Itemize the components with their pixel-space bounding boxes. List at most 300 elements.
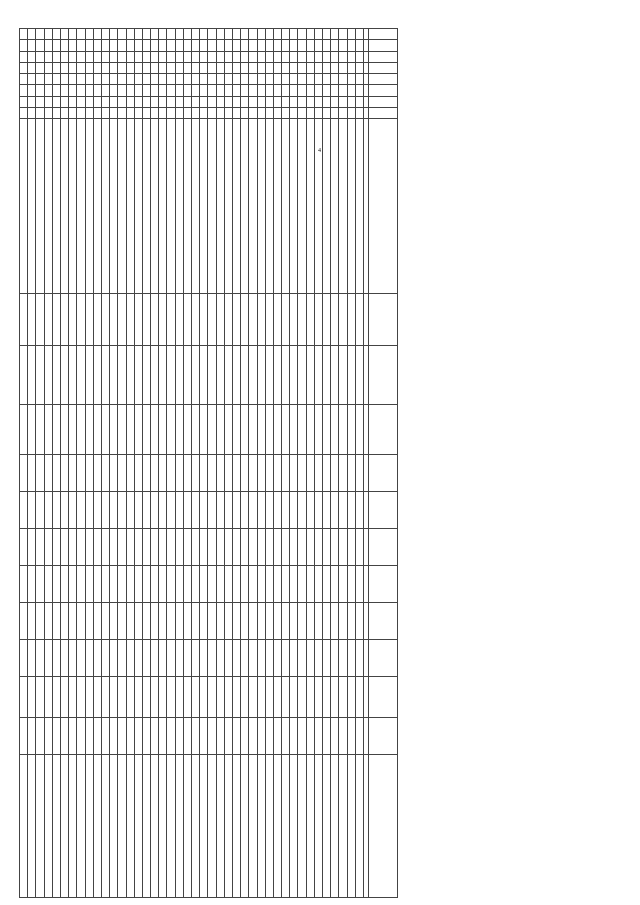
cell-year bbox=[110, 345, 118, 405]
code-digit-cell bbox=[118, 51, 126, 62]
cell-y14 bbox=[257, 491, 265, 528]
cell-y15 bbox=[102, 528, 110, 565]
cell-name bbox=[69, 119, 77, 294]
cell-year bbox=[159, 345, 167, 405]
code-digit-cell bbox=[28, 96, 36, 107]
cell-end bbox=[355, 717, 363, 754]
cell-y14 bbox=[118, 491, 126, 528]
cell-unit bbox=[306, 294, 314, 345]
cell-y14 bbox=[298, 491, 306, 528]
code-digit-cell bbox=[355, 29, 363, 40]
cell-y13 bbox=[102, 454, 110, 491]
code-digit-cell bbox=[36, 108, 44, 119]
cell-name bbox=[298, 119, 306, 294]
cell-y13 bbox=[151, 454, 159, 491]
cell-base bbox=[216, 405, 224, 454]
cell-y18 bbox=[355, 639, 363, 676]
cell-y16 bbox=[142, 565, 150, 602]
cell-y13 bbox=[52, 454, 60, 491]
cell-name bbox=[347, 119, 355, 294]
cell-name bbox=[306, 119, 314, 294]
code-digit-cell bbox=[52, 62, 60, 73]
code-digit-cell bbox=[241, 29, 249, 40]
cell-code bbox=[52, 754, 60, 897]
cell-y15 bbox=[183, 528, 191, 565]
cell-unit bbox=[28, 294, 36, 345]
cell-total bbox=[241, 676, 249, 717]
cell-end bbox=[93, 717, 101, 754]
code-digit-cell bbox=[249, 51, 257, 62]
cell-base bbox=[355, 405, 363, 454]
code-digit-cell bbox=[224, 108, 232, 119]
cell-name bbox=[142, 119, 150, 294]
column-index bbox=[364, 405, 369, 454]
cell-unit bbox=[175, 294, 183, 345]
code-digit-cell bbox=[323, 40, 331, 51]
code-digit-cell bbox=[323, 96, 331, 107]
cell-y14 bbox=[151, 491, 159, 528]
cell-y14 bbox=[175, 491, 183, 528]
code-digit-cell bbox=[134, 40, 142, 51]
table-row bbox=[20, 29, 28, 898]
cell-y14 bbox=[61, 491, 69, 528]
cell-y17 bbox=[36, 602, 44, 639]
cell-total bbox=[314, 676, 322, 717]
code-digit-cell bbox=[183, 29, 191, 40]
cell-total bbox=[44, 676, 52, 717]
code-digit-cell bbox=[298, 62, 306, 73]
code-digit-cell bbox=[110, 108, 118, 119]
cell-unit bbox=[298, 294, 306, 345]
cell-y13 bbox=[110, 454, 118, 491]
code-digit-cell bbox=[44, 29, 52, 40]
code-digit-cell bbox=[93, 29, 101, 40]
code-digit-cell bbox=[290, 51, 298, 62]
cell-code bbox=[20, 754, 28, 897]
code-digit-cell bbox=[192, 51, 200, 62]
cell-y16 bbox=[282, 565, 290, 602]
code-digit-cell bbox=[110, 29, 118, 40]
cell-end bbox=[118, 717, 126, 754]
code-digit-cell bbox=[306, 40, 314, 51]
code-digit-cell bbox=[314, 51, 322, 62]
code-digit-cell bbox=[339, 108, 347, 119]
cell-y16 bbox=[183, 565, 191, 602]
cell-year bbox=[167, 345, 175, 405]
code-digit-cell bbox=[282, 51, 290, 62]
cell-total bbox=[265, 676, 273, 717]
cell-end bbox=[208, 717, 216, 754]
code-digit-cell bbox=[323, 74, 331, 85]
cell-total bbox=[200, 676, 208, 717]
cell-unit bbox=[265, 294, 273, 345]
cell-code bbox=[36, 754, 44, 897]
cell-name bbox=[61, 119, 69, 294]
code-digit-cell bbox=[216, 40, 224, 51]
cell-y17 bbox=[175, 602, 183, 639]
cell-y17 bbox=[192, 602, 200, 639]
code-digit-cell bbox=[159, 40, 167, 51]
cell-y16 bbox=[200, 565, 208, 602]
cell-total bbox=[61, 676, 69, 717]
cell-y13 bbox=[159, 454, 167, 491]
cell-end bbox=[347, 717, 355, 754]
code-digit-cell bbox=[28, 108, 36, 119]
table-row bbox=[110, 29, 118, 898]
cell-code bbox=[347, 754, 355, 897]
cell-total bbox=[69, 676, 77, 717]
cell-base bbox=[77, 405, 85, 454]
cell-y15 bbox=[347, 528, 355, 565]
code-digit-cell bbox=[118, 108, 126, 119]
table-row bbox=[118, 29, 126, 898]
code-digit-cell bbox=[208, 96, 216, 107]
cell-base bbox=[224, 405, 232, 454]
code-digit-cell bbox=[306, 62, 314, 73]
cell-year bbox=[241, 345, 249, 405]
cell-y17 bbox=[52, 602, 60, 639]
cell-y13 bbox=[183, 454, 191, 491]
cell-y15 bbox=[69, 528, 77, 565]
table-row bbox=[93, 29, 101, 898]
code-digit-cell bbox=[273, 51, 281, 62]
code-digit-cell bbox=[314, 85, 322, 96]
table-row bbox=[331, 29, 339, 898]
code-digit-cell bbox=[175, 29, 183, 40]
cell-end bbox=[298, 717, 306, 754]
cell-y18 bbox=[347, 639, 355, 676]
code-digit-cell bbox=[175, 96, 183, 107]
code-digit-cell bbox=[241, 62, 249, 73]
code-digit-cell bbox=[110, 51, 118, 62]
cell-base bbox=[175, 405, 183, 454]
code-digit-cell bbox=[77, 29, 85, 40]
cell-y17 bbox=[142, 602, 150, 639]
cell-y16 bbox=[52, 565, 60, 602]
code-digit-cell bbox=[110, 62, 118, 73]
cell-y16 bbox=[159, 565, 167, 602]
cell-year bbox=[28, 345, 36, 405]
code-digit-cell bbox=[175, 108, 183, 119]
cell-total bbox=[77, 676, 85, 717]
cell-code bbox=[273, 754, 281, 897]
cell-unit bbox=[151, 294, 159, 345]
column-index bbox=[364, 29, 369, 40]
code-digit-cell bbox=[298, 85, 306, 96]
cell-end bbox=[28, 717, 36, 754]
cell-code bbox=[175, 754, 183, 897]
code-digit-cell bbox=[306, 96, 314, 107]
cell-end bbox=[273, 717, 281, 754]
code-digit-cell bbox=[306, 74, 314, 85]
cell-total bbox=[175, 676, 183, 717]
code-digit-cell bbox=[241, 96, 249, 107]
code-digit-cell bbox=[200, 62, 208, 73]
code-digit-cell bbox=[224, 51, 232, 62]
table-row bbox=[323, 29, 331, 898]
cell-y13 bbox=[224, 454, 232, 491]
code-digit-cell bbox=[52, 108, 60, 119]
code-digit-cell bbox=[175, 62, 183, 73]
code-digit-cell bbox=[167, 62, 175, 73]
cell-total bbox=[20, 676, 28, 717]
column-header bbox=[369, 676, 398, 717]
table-row bbox=[167, 29, 175, 898]
cell-end bbox=[52, 717, 60, 754]
code-digit-cell bbox=[241, 108, 249, 119]
cell-end bbox=[167, 717, 175, 754]
cell-year bbox=[126, 345, 134, 405]
code-digit-cell bbox=[102, 29, 110, 40]
code-digit-cell bbox=[265, 40, 273, 51]
code-digit-cell bbox=[28, 51, 36, 62]
cell-base bbox=[290, 405, 298, 454]
cell-code bbox=[290, 754, 298, 897]
cell-y17 bbox=[118, 602, 126, 639]
cell-end bbox=[183, 717, 191, 754]
cell-y18 bbox=[273, 639, 281, 676]
cell-code bbox=[216, 754, 224, 897]
cell-y14 bbox=[273, 491, 281, 528]
cell-y16 bbox=[167, 565, 175, 602]
cell-y18 bbox=[44, 639, 52, 676]
code-digit-cell bbox=[282, 108, 290, 119]
cell-end bbox=[216, 717, 224, 754]
cell-unit bbox=[183, 294, 191, 345]
cell-unit bbox=[85, 294, 93, 345]
cell-total bbox=[142, 676, 150, 717]
cell-base bbox=[126, 405, 134, 454]
cell-base bbox=[331, 405, 339, 454]
code-digit-cell bbox=[102, 51, 110, 62]
cell-code bbox=[192, 754, 200, 897]
cell-total bbox=[110, 676, 118, 717]
cell-y13 bbox=[339, 454, 347, 491]
cell-y15 bbox=[20, 528, 28, 565]
cell-base bbox=[28, 405, 36, 454]
table-row bbox=[126, 29, 134, 898]
cell-y13 bbox=[257, 454, 265, 491]
cell-y16 bbox=[192, 565, 200, 602]
code-digit-cell bbox=[69, 85, 77, 96]
table-header-row bbox=[369, 29, 398, 898]
cell-code bbox=[159, 754, 167, 897]
code-digit-cell bbox=[85, 29, 93, 40]
code-digit-cell bbox=[151, 85, 159, 96]
code-digit-cell bbox=[77, 96, 85, 107]
cell-year bbox=[200, 345, 208, 405]
cell-total bbox=[118, 676, 126, 717]
table-row bbox=[241, 29, 249, 898]
cell-y15 bbox=[323, 528, 331, 565]
code-digit-cell bbox=[249, 40, 257, 51]
code-digit-cell bbox=[167, 51, 175, 62]
code-digit-cell bbox=[339, 29, 347, 40]
cell-y13 bbox=[36, 454, 44, 491]
code-digit-cell bbox=[233, 51, 241, 62]
cell-y17 bbox=[28, 602, 36, 639]
cell-y18 bbox=[102, 639, 110, 676]
cell-code bbox=[306, 754, 314, 897]
cell-y17 bbox=[355, 602, 363, 639]
cell-y14 bbox=[142, 491, 150, 528]
cell-y13 bbox=[93, 454, 101, 491]
cell-unit bbox=[93, 294, 101, 345]
cell-y17 bbox=[314, 602, 322, 639]
code-digit-cell bbox=[118, 29, 126, 40]
cell-total bbox=[52, 676, 60, 717]
cell-y16 bbox=[216, 565, 224, 602]
cell-name bbox=[282, 119, 290, 294]
cell-code bbox=[61, 754, 69, 897]
code-digit-cell bbox=[118, 40, 126, 51]
cell-unit bbox=[339, 294, 347, 345]
cell-y16 bbox=[151, 565, 159, 602]
cell-end bbox=[233, 717, 241, 754]
column-index bbox=[364, 40, 369, 51]
cell-y15 bbox=[110, 528, 118, 565]
code-digit-cell bbox=[273, 108, 281, 119]
code-digit-cell bbox=[151, 29, 159, 40]
code-digit-cell bbox=[208, 51, 216, 62]
code-digit-cell bbox=[208, 29, 216, 40]
cell-y14 bbox=[159, 491, 167, 528]
code-digit-cell bbox=[200, 85, 208, 96]
column-index bbox=[364, 676, 369, 717]
code-digit-cell bbox=[355, 40, 363, 51]
code-digit-cell bbox=[314, 29, 322, 40]
table-row bbox=[61, 29, 69, 898]
cell-y18 bbox=[118, 639, 126, 676]
code-digit-cell bbox=[142, 62, 150, 73]
code-digit-cell bbox=[151, 51, 159, 62]
cell-code bbox=[265, 754, 273, 897]
cell-unit bbox=[216, 294, 224, 345]
cell-end bbox=[102, 717, 110, 754]
code-digit-cell bbox=[216, 108, 224, 119]
code-digit-cell bbox=[20, 74, 28, 85]
cell-name bbox=[314, 119, 322, 294]
cell-y14 bbox=[208, 491, 216, 528]
cell-y14 bbox=[224, 491, 232, 528]
code-digit-cell bbox=[20, 108, 28, 119]
code-digit-cell bbox=[290, 62, 298, 73]
cell-year bbox=[192, 345, 200, 405]
cell-end bbox=[323, 717, 331, 754]
cell-year bbox=[134, 345, 142, 405]
cell-y15 bbox=[36, 528, 44, 565]
cell-y14 bbox=[331, 491, 339, 528]
table-index-row bbox=[364, 29, 369, 898]
cell-y14 bbox=[85, 491, 93, 528]
code-digit-cell bbox=[323, 85, 331, 96]
code-digit-cell bbox=[175, 85, 183, 96]
cell-base bbox=[241, 405, 249, 454]
cell-y13 bbox=[265, 454, 273, 491]
cell-end bbox=[290, 717, 298, 754]
code-digit-cell bbox=[167, 108, 175, 119]
code-digit-cell bbox=[216, 96, 224, 107]
code-digit-cell bbox=[339, 85, 347, 96]
code-digit-cell bbox=[44, 74, 52, 85]
cell-y17 bbox=[257, 602, 265, 639]
cell-unit bbox=[61, 294, 69, 345]
cell-name bbox=[118, 119, 126, 294]
code-digit-cell bbox=[118, 96, 126, 107]
code-digit-cell bbox=[142, 51, 150, 62]
code-digit-cell bbox=[241, 40, 249, 51]
table-row bbox=[200, 29, 208, 898]
code-digit-cell bbox=[110, 74, 118, 85]
column-header bbox=[369, 454, 398, 491]
cell-name bbox=[224, 119, 232, 294]
code-digit-cell bbox=[355, 74, 363, 85]
code-digit-cell bbox=[126, 108, 134, 119]
cell-end bbox=[314, 717, 322, 754]
cell-y18 bbox=[331, 639, 339, 676]
code-digit-cell bbox=[233, 74, 241, 85]
cell-year bbox=[282, 345, 290, 405]
code-digit-cell bbox=[36, 85, 44, 96]
cell-year bbox=[36, 345, 44, 405]
cell-y13 bbox=[331, 454, 339, 491]
cell-total bbox=[85, 676, 93, 717]
cell-code bbox=[69, 754, 77, 897]
code-digit-cell bbox=[192, 85, 200, 96]
cell-end bbox=[224, 717, 232, 754]
table-row bbox=[52, 29, 60, 898]
cell-end bbox=[44, 717, 52, 754]
cell-y18 bbox=[339, 639, 347, 676]
code-digit-cell bbox=[241, 74, 249, 85]
code-digit-cell bbox=[208, 62, 216, 73]
code-digit-cell bbox=[290, 74, 298, 85]
cell-y15 bbox=[282, 528, 290, 565]
code-digit-cell bbox=[208, 74, 216, 85]
cell-base bbox=[93, 405, 101, 454]
table-row bbox=[282, 29, 290, 898]
code-digit-cell bbox=[118, 74, 126, 85]
column-index bbox=[364, 119, 369, 294]
code-digit-cell bbox=[151, 108, 159, 119]
code-digit-cell bbox=[192, 62, 200, 73]
table-row bbox=[175, 29, 183, 898]
cell-y18 bbox=[323, 639, 331, 676]
cell-y13 bbox=[282, 454, 290, 491]
cell-total bbox=[93, 676, 101, 717]
code-digit-cell bbox=[126, 29, 134, 40]
cell-base bbox=[306, 405, 314, 454]
table-row bbox=[233, 29, 241, 898]
code-digit-cell bbox=[151, 40, 159, 51]
code-digit-cell bbox=[265, 96, 273, 107]
cell-base bbox=[20, 405, 28, 454]
code-digit-cell bbox=[126, 85, 134, 96]
code-digit-cell bbox=[77, 85, 85, 96]
cell-unit bbox=[282, 294, 290, 345]
cell-y15 bbox=[28, 528, 36, 565]
cell-y18 bbox=[36, 639, 44, 676]
cell-y13 bbox=[200, 454, 208, 491]
cell-y13 bbox=[134, 454, 142, 491]
code-digit-cell bbox=[306, 85, 314, 96]
table-row bbox=[290, 29, 298, 898]
code-digit-cell bbox=[208, 40, 216, 51]
cell-year bbox=[233, 345, 241, 405]
cell-total bbox=[151, 676, 159, 717]
code-digit-cell bbox=[102, 108, 110, 119]
table-body bbox=[20, 29, 364, 898]
